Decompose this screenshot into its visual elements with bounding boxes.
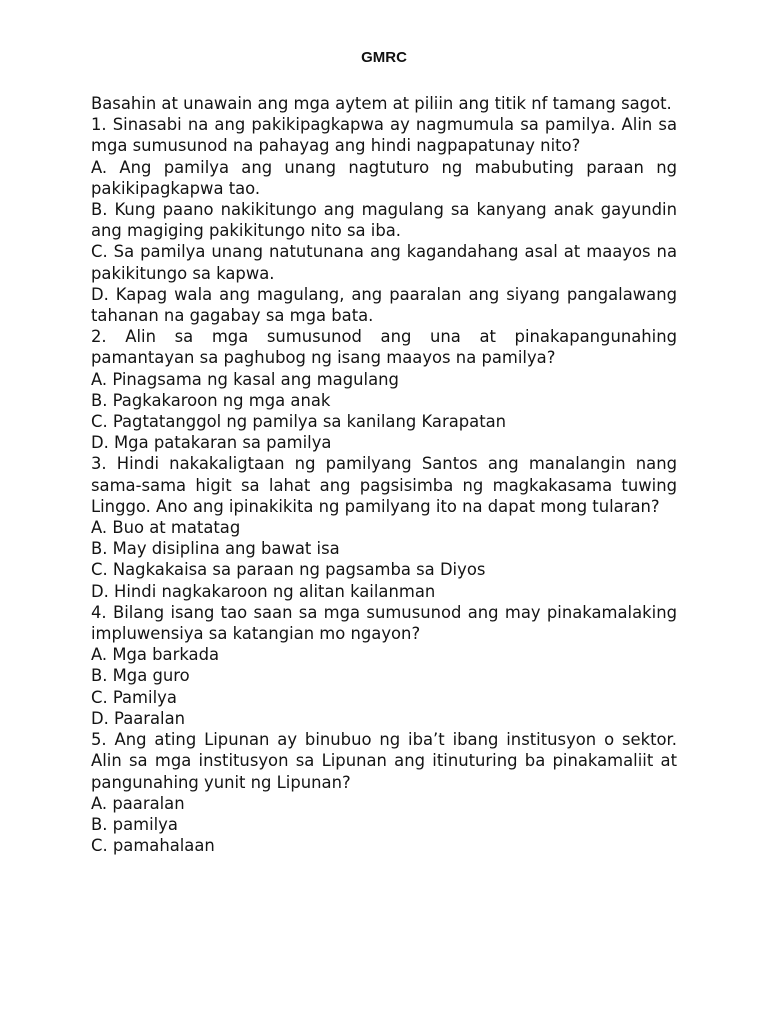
q5-option-a: A. paaralan bbox=[91, 793, 185, 813]
q4-option-d: D. Paaralan bbox=[91, 708, 186, 728]
q1-option-c: C. Sa pamilya unang natutunana ang kagandahang asal at maayos na pakikitungo sa kapwa. bbox=[91, 242, 677, 283]
question-3: 3. Hindi nakakaligtaan ng pamilyang Santos ang manalangin nang sama-sama higit sa lahat ang pagsisimba ng magkakasama tuwing Linggo. Ano ang ipinakikita ng pamilyang ito na dapat mong tularan? bbox=[91, 454, 677, 516]
q4-option-b: B. Mga guro bbox=[91, 666, 190, 686]
q4-option-c: C. Pamilya bbox=[91, 687, 177, 707]
q2-option-c: C. Pagtatanggol ng pamilya sa kanilang Karapatan bbox=[91, 412, 507, 432]
document-body bbox=[91, 93, 677, 856]
q2-option-d: D. Mga patakaran sa pamilya bbox=[91, 433, 332, 453]
q1-option-a: A. Ang pamilya ang unang nagtuturo ng mabubuting paraan ng pakikipagkapwa tao. bbox=[91, 157, 677, 198]
q1-option-d: D. Kapag wala ang magulang, ang paaralan ang siyang pangalawang tahanan na gagabay sa mga bata. bbox=[91, 284, 677, 326]
q5-option-c: C. pamahalaan bbox=[91, 836, 215, 856]
document-title: GMRC bbox=[361, 49, 407, 66]
q3-option-a: A. Buo at matatag bbox=[91, 518, 241, 538]
question-4: 4. Bilang isang tao saan sa mga sumusunod ang may pinakamalaking impluwensiya sa katangian mo ngayon? bbox=[91, 602, 677, 644]
q4-option-a: A. Mga barkada bbox=[91, 645, 220, 665]
q3-option-d: D. Hindi nagkakaroon ng alitan kailanman bbox=[91, 581, 436, 601]
q1-option-b: B. Kung paano nakikitungo ang magulang sa kanyang anak gayundin ang magiging pakikitungo nito sa iba. bbox=[91, 200, 677, 241]
q5-option-b: B. pamilya bbox=[91, 814, 178, 834]
q3-option-c: C. Nagkakaisa sa paraan ng pagsamba sa Diyos bbox=[91, 560, 486, 580]
question-5: 5. Ang ating Lipunan ay binubuo ng iba’t ibang institusyon o sektor. Alin sa mga institusyon sa Lipunan ang itinuturing ba pinakamaliit at pangunahing yunit ng Lipunan? bbox=[91, 730, 677, 792]
q3-option-b: B. May disiplina ang bawat isa bbox=[91, 539, 340, 559]
instructions: Basahin at unawain ang mga aytem at piliin ang titik nf tamang sagot. bbox=[91, 94, 672, 113]
q2-option-b: B. Pagkakaroon ng mga anak bbox=[91, 390, 331, 410]
q2-option-a: A. Pinagsama ng kasal ang magulang bbox=[91, 369, 399, 389]
question-1: 1. Sinasabi na ang pakikipagkapwa ay nagmumula sa pamilya. Alin sa mga sumusunod na pahayag ang hindi nagpapatunay nito? bbox=[91, 115, 677, 156]
question-2: 2. Alin sa mga sumusunod ang una at pinakapangunahing pamantayan sa paghubog ng isang maayos na pamilya? bbox=[91, 327, 677, 368]
